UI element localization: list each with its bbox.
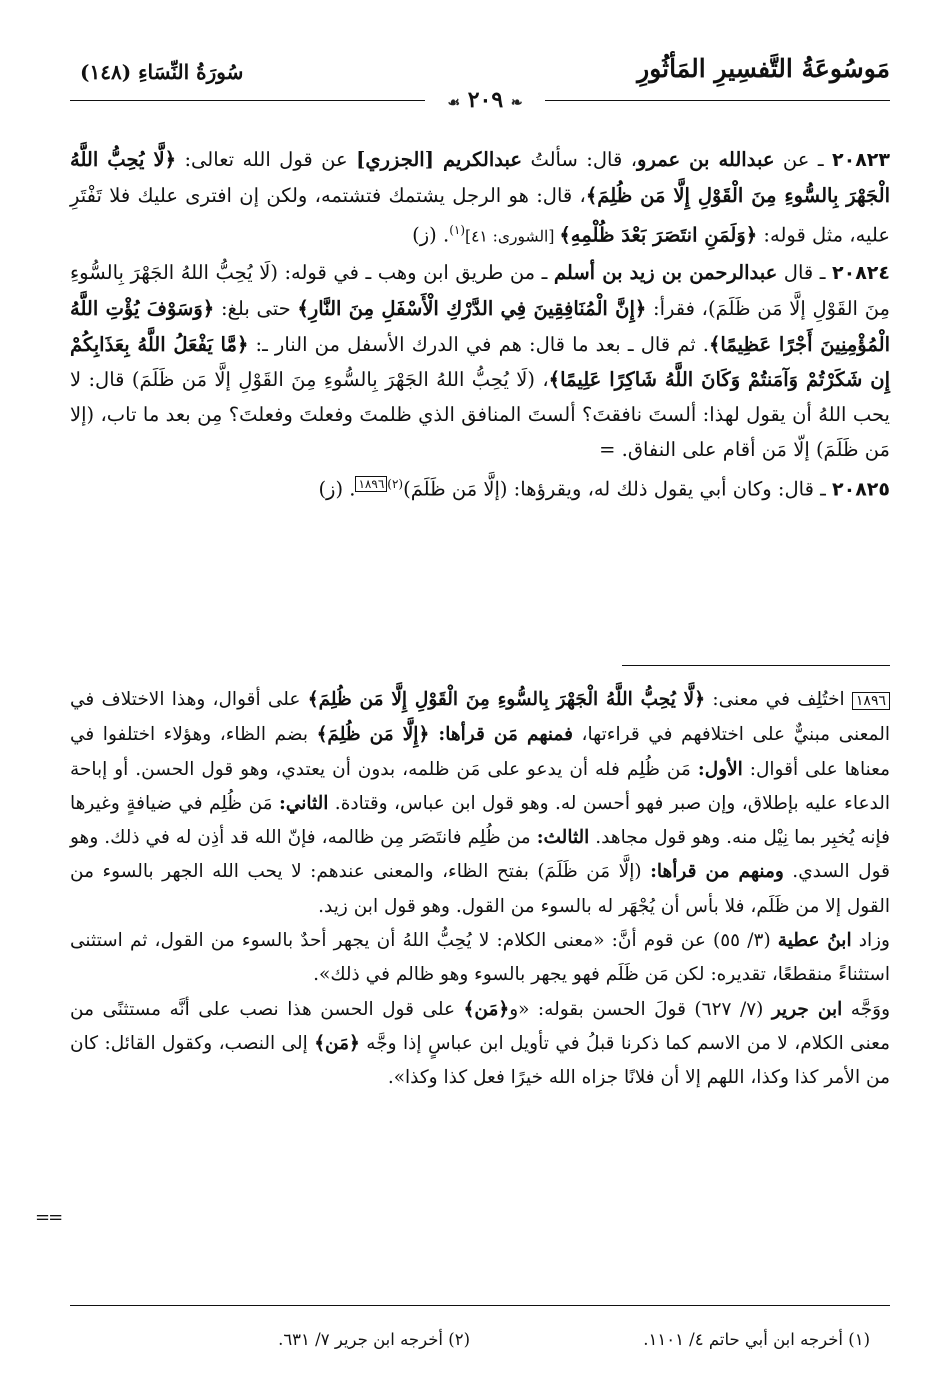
entry-number: ٢٠٨٢٤	[832, 262, 890, 285]
ornament-icon: ☙	[447, 95, 461, 111]
quran-verse: ﴿إِنَّ الْمُنَافِقِينَ فِي الدَّرْكِ الْأَسْفَلِ مِنَ النَّارِ﴾	[297, 297, 647, 321]
commentary-text: (إلَّا مَن ظَلَمَ) بفتح الظاء، والمعنى عندهم: لا يحب الله الجهر بالسوء من القول إلا من ظَلَم، فلا بأس أن يُجْهَر له بالسوء من القول. وهو قول ابن زيد.	[70, 861, 890, 917]
entry-text: ـ قال: وكان أبي يقول ذلك له، ويقرؤها: (إلَّا مَن ظَلَمَ)	[403, 477, 833, 501]
entry-20825	[70, 467, 890, 508]
surah-label: سُورَةُ النِّسَاءِ (١٤٨)	[80, 60, 244, 84]
entry-text: ـ قال	[777, 261, 833, 285]
narrator-name: عبدالرحمن بن زيد بن أسلم	[553, 261, 778, 285]
footnote-1: (١) أخرجه ابن أبي حاتم ٤/ ١١٠١.	[643, 1330, 870, 1349]
narrator-name: عبدالكريم [الجزري]	[356, 148, 523, 171]
commentary-bold: فمنهم مَن قرأها:	[429, 724, 573, 746]
commentary-bold: الثالث:	[536, 827, 590, 849]
quran-verse: ﴿مَّا يَفْعَلُ اللَّهُ بِعَذَابِكُمْ إِن شَكَرْتُمْ وَآمَنتُمْ وَكَانَ اللَّهُ شَاكِرًا عَلِيمًا﴾	[70, 332, 890, 391]
entry-text: ، قال: سألتُ	[522, 148, 638, 171]
commentary-bold: ابن جرير	[771, 998, 843, 1020]
commentary-bold: ومنهم من قرأها:	[650, 861, 784, 883]
commentary-paragraph	[70, 993, 890, 1096]
entry-text: حتى بلغ:	[214, 297, 298, 321]
commentary-ref-box: ١٨٩٦	[355, 476, 387, 492]
commentary-bold: الأول:	[697, 758, 743, 780]
footnote-ref: (٢)	[387, 477, 404, 492]
commentary-text: من ظُلِم فانتَصَر مِن ظالمه، فإنّ الله قد أذِن له في ذلك. وهو قول السدي.	[70, 827, 890, 883]
commentary-text: مَن ظُلِم في ضيافةٍ وغيرها فإنه يُخبِر بما نِيْل منه. وهو قول مجاهد.	[70, 792, 890, 849]
commentary-separator	[622, 665, 890, 666]
entry-text: عن قول الله تعالى:	[176, 148, 357, 171]
verse-reference: [الشورى: ٤١]	[465, 227, 560, 246]
quran-verse: ﴿لَّا يُحِبُّ اللَّهُ الْجَهْرَ بِالسُّوءِ مِنَ الْقَوْلِ إِلَّا مَن ظُلِمَ﴾	[307, 689, 706, 710]
commentary-text: بضم الظاء، وهؤلاء اختلفوا في معناها على أقوال:	[70, 724, 890, 780]
commentary-text: اختُلِف في معنى:	[705, 689, 852, 710]
commentary-text: على أقوال، وهذا الاختلاف في المعنى مبنيٌّ على اختلافهم في قراءتها،	[70, 689, 891, 746]
entry-text: ، (لَا يُحِبُّ اللهُ الجَهْرَ بِالسُّوءِ مِنَ القَوْلِ إلَّا مَن ظَلَمَ) قال: لا يحب اللهُ أن يقول لهذا: ألستَ نافقتَ؟ ألستَ المنافق الذي ظلمتَ وفعلتَ وفعلتَ؟ مِن بعد ما تاب، (إلا مَن ظَلَمَ) إلّا مَن أقام على النفاق. =	[70, 367, 890, 462]
quran-verse: ﴿وَسَوْفَ يُؤْتِ اللَّهُ الْمُؤْمِنِينَ أَجْرًا عَظِيمًا﴾	[70, 297, 890, 356]
entry-20823	[70, 142, 890, 255]
entry-number: ٢٠٨٢٥	[832, 478, 890, 501]
entry-end: . (ز)	[412, 223, 450, 247]
entry-text: ـ عن	[774, 148, 832, 171]
commentary-paragraph	[70, 924, 890, 993]
commentary-bold: الثاني:	[278, 792, 329, 814]
commentary	[70, 683, 890, 1096]
commentary-text: إلى النصب، وكقول القائل: كان من الأمر كذا وكذا، اللهم إلا أن فلانًا جزاه الله خيرًا فعل كذا وكذا».	[70, 1032, 890, 1089]
quran-verse: ﴿وَلَمَنِ انتَصَرَ بَعْدَ ظُلْمِهِ﴾	[559, 223, 758, 247]
margin-mark: ==	[35, 1207, 62, 1228]
commentary-bold: ابنُ عطية	[777, 930, 852, 952]
footnote-rule	[70, 1305, 890, 1306]
commentary-text: مَن ظُلِم فله أن يدعو على مَن ظلمه، بدون أن يعتدي، وهو قول الحسن. أو إباحة الدعاء عليه بإطلاق، وإن صبر فهو أحسن له. وهو قول ابن عباس، وقتادة.	[70, 758, 890, 814]
commentary-number-box: ١٨٩٦	[852, 692, 890, 710]
entry-text: ـ من طريق ابن وهب ـ في قوله: (لَا يُحِبُّ اللهُ الجَهْرَ بِالسُّوءِ مِنَ القَوْلِ إلَّا مَن ظَلَمَ)، فقرأ:	[70, 261, 890, 321]
quran-verse: ﴿مَن﴾	[463, 998, 510, 1020]
book-title: مَوسُوعَةُ التَّفسِيرِ المَأثُورِ	[637, 54, 890, 83]
commentary-text: (٧/ ٦٢٧) قولَ الحسن بقوله: «و	[509, 998, 772, 1020]
page-number-text: ٢٠٩	[467, 87, 504, 113]
running-header	[70, 40, 890, 90]
commentary-paragraph	[70, 683, 890, 924]
footnote-2: (٢) أخرجه ابن جرير ٧/ ٦٣١.	[278, 1330, 470, 1349]
footnote-ref: (١)	[449, 223, 466, 238]
entry-end: . (ز)	[318, 477, 356, 501]
entry-number: ٢٠٨٢٣	[832, 149, 890, 171]
commentary-text: ووَجَّه	[842, 998, 890, 1020]
page-number	[425, 87, 545, 113]
entry-20824	[70, 255, 890, 467]
entry-text: ، قال: هو الرجل يشتمك فتشتمه، ولكن إن افترى عليك فلا تَفْتَرِ عليه، مثل قوله:	[70, 184, 890, 247]
commentary-text: (٣/ ٥٥) عن قوم أنَّ: «معنى الكلام: لا يُحِبُّ اللهُ أن يجهر أحدٌ بالسوء من القول، ثم استثنى استثناءً منقطعًا، تقديره: لكن مَن ظَلَم فهو يجهر بالسوء وهو ظالم في ذلك».	[70, 930, 890, 986]
main-text	[70, 142, 890, 508]
quran-verse: ﴿إِلَّا مَن ظُلِمَ﴾	[316, 724, 430, 746]
entry-text: . ثم قال ـ بعد ما قال: هم في الدرك الأسفل من النار ـ:	[248, 332, 709, 356]
page	[70, 40, 890, 1360]
narrator-name: عبدالله بن عمرو	[637, 148, 775, 171]
commentary-text: وزاد	[851, 930, 890, 952]
quran-verse: ﴿مَن﴾	[314, 1032, 360, 1054]
quran-verse: ﴿لَّا يُحِبُّ اللَّهُ الْجَهْرَ بِالسُّوءِ مِنَ الْقَوْلِ إِلَّا مَن ظُلِمَ﴾	[70, 148, 890, 208]
commentary-text: على قول الحسن هذا نصب على أنَّه مستثنًى من معنى الكلام، لا من الاسم كما ذكرنا قبلُ في تأويل ابن عباسٍ إذا وجَّه	[70, 998, 890, 1054]
ornament-icon: ❧	[510, 95, 523, 111]
